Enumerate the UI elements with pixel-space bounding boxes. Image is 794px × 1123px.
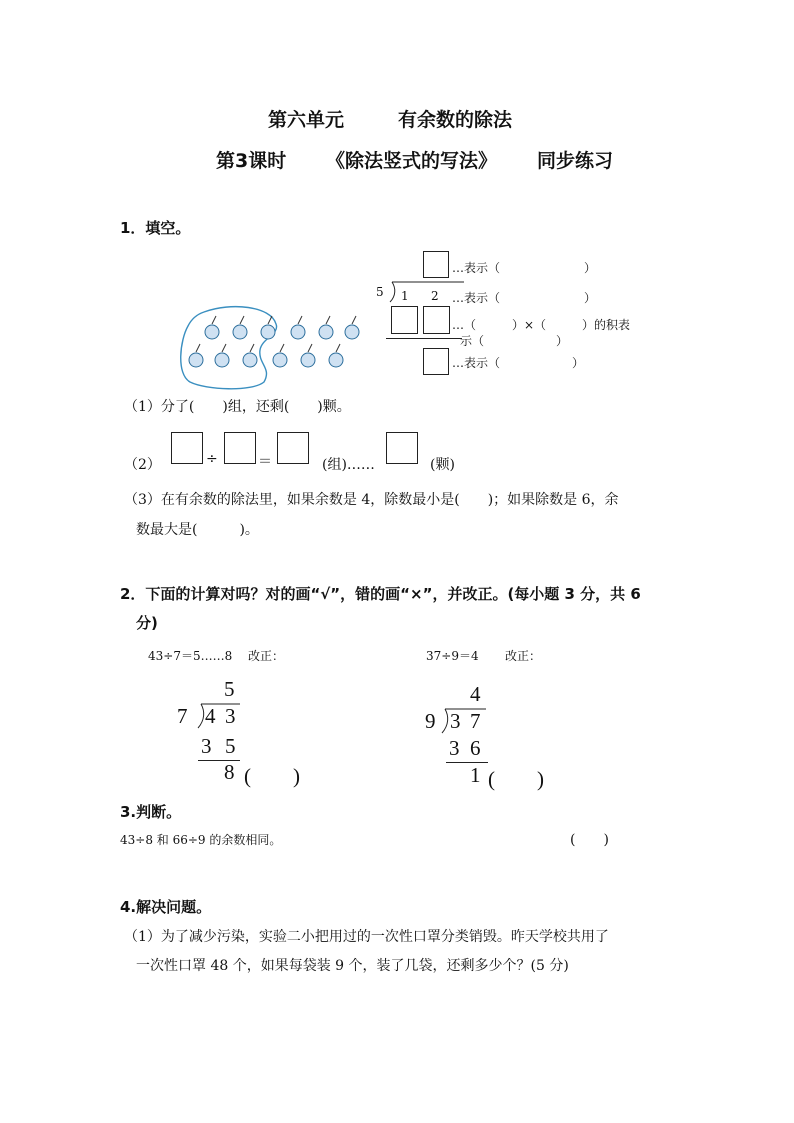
berry-icon	[319, 316, 333, 339]
quotient-box[interactable]	[423, 251, 449, 278]
sub2-equal-sign: ＝	[258, 454, 272, 470]
right-quotient: 4	[470, 682, 481, 706]
q2-heading-line2: 分)	[136, 614, 158, 632]
left-answer-paren[interactable]: ( )	[244, 764, 300, 788]
right-product-ones: 6	[470, 736, 481, 760]
right-dividend-ones: 7	[470, 709, 481, 733]
sub2-dividend-box[interactable]	[171, 432, 203, 464]
right-product-tens: 3	[449, 736, 460, 760]
q2-left-expression: 43÷7＝5……8	[148, 649, 233, 663]
lesson-name: 《除法竖式的写法》	[326, 150, 498, 172]
lesson-number: 第3课时	[216, 150, 287, 172]
unit-title: 第六单元	[268, 109, 345, 131]
q1-sub2-number: （2）	[124, 457, 161, 473]
berry-icon	[345, 316, 359, 339]
figure-dividend-tens: 1	[401, 289, 409, 303]
berries	[189, 316, 359, 367]
sub2-remainder-box[interactable]	[386, 432, 418, 464]
right-division-bracket	[440, 707, 488, 735]
berry-icon	[205, 316, 219, 339]
left-divisor: 7	[177, 704, 188, 728]
quotient-label: …表示（ ）	[452, 261, 597, 275]
q1-sub3-line2: 数最大是( )。	[136, 522, 259, 538]
sub2-item-unit: (颗)	[430, 457, 455, 473]
q1-heading: 1．填空。	[120, 219, 191, 237]
q1-sub3-line1: （3）在有余数的除法里，如果余数是 4，除数最小是( )；如果除数是 6，余	[124, 492, 619, 508]
q2-left-fix-label: 改正：	[248, 649, 285, 663]
figure-dividend-ones: 2	[431, 289, 439, 303]
q2-right-fix-label: 改正：	[505, 649, 542, 663]
q2-heading-line1: 2．下面的计算对吗？对的画“√”，错的画“×”，并改正。(每小题 3 分，共 6	[120, 585, 641, 603]
berry-icon	[261, 316, 275, 339]
q2-right-expression: 37÷9＝4	[426, 649, 479, 663]
remainder-label: …表示（ ）	[452, 356, 585, 370]
product-label: …（ ）×（ ）的积表	[452, 318, 631, 332]
left-product-ones: 5	[225, 734, 236, 758]
figure-subtract-line	[386, 338, 462, 339]
berry-icon	[273, 344, 287, 367]
sub2-divisor-box[interactable]	[224, 432, 256, 464]
product-label-cont: 示（ ）	[460, 334, 569, 348]
q4-line2: 一次性口罩 48 个，如果每袋装 9 个，装了几袋，还剩多少个？(5 分)	[136, 958, 569, 974]
left-quotient: 5	[224, 677, 235, 701]
q4-line1: （1）为了减少污染，实验二小把用过的一次性口罩分类销毁。昨天学校共用了	[124, 929, 609, 945]
left-dividend-ones: 3	[225, 704, 236, 728]
right-answer-paren[interactable]: ( )	[488, 767, 544, 791]
berry-icon	[215, 344, 229, 367]
right-divisor: 9	[425, 709, 436, 733]
sub2-divide-sign: ÷	[206, 451, 218, 467]
figure-divisor: 5	[376, 285, 384, 299]
product-tens-box[interactable]	[391, 306, 418, 334]
lesson-suffix: 同步练习	[537, 150, 614, 172]
left-product-tens: 3	[201, 734, 212, 758]
product-ones-box[interactable]	[423, 306, 450, 334]
remainder-box[interactable]	[423, 348, 449, 375]
q3-heading: 3.判断。	[120, 803, 182, 821]
berry-icon	[301, 344, 315, 367]
berry-icon	[233, 316, 247, 339]
q3-answer-paren[interactable]: ( )	[570, 832, 609, 848]
right-dividend-tens: 3	[450, 709, 461, 733]
q3-statement: 43÷8 和 66÷9 的余数相同。	[120, 833, 282, 847]
dividend-label: …表示（ ）	[452, 291, 597, 305]
berry-icon	[243, 344, 257, 367]
berry-icon	[189, 344, 203, 367]
q4-heading: 4.解决问题。	[120, 898, 212, 916]
right-subtract-line	[446, 762, 488, 763]
sub2-quotient-box[interactable]	[277, 432, 309, 464]
berry-icon	[291, 316, 305, 339]
sub2-group-unit: (组)……	[322, 457, 375, 473]
right-remainder: 1	[470, 763, 481, 787]
berry-illustration	[176, 300, 376, 392]
left-dividend-tens: 4	[205, 704, 216, 728]
left-remainder: 8	[224, 760, 235, 784]
grouping-lasso	[181, 307, 277, 389]
q1-sub1: （1）分了( )组，还剩( )颗。	[124, 399, 351, 415]
berry-icon	[329, 344, 343, 367]
topic-title: 有余数的除法	[398, 109, 513, 131]
